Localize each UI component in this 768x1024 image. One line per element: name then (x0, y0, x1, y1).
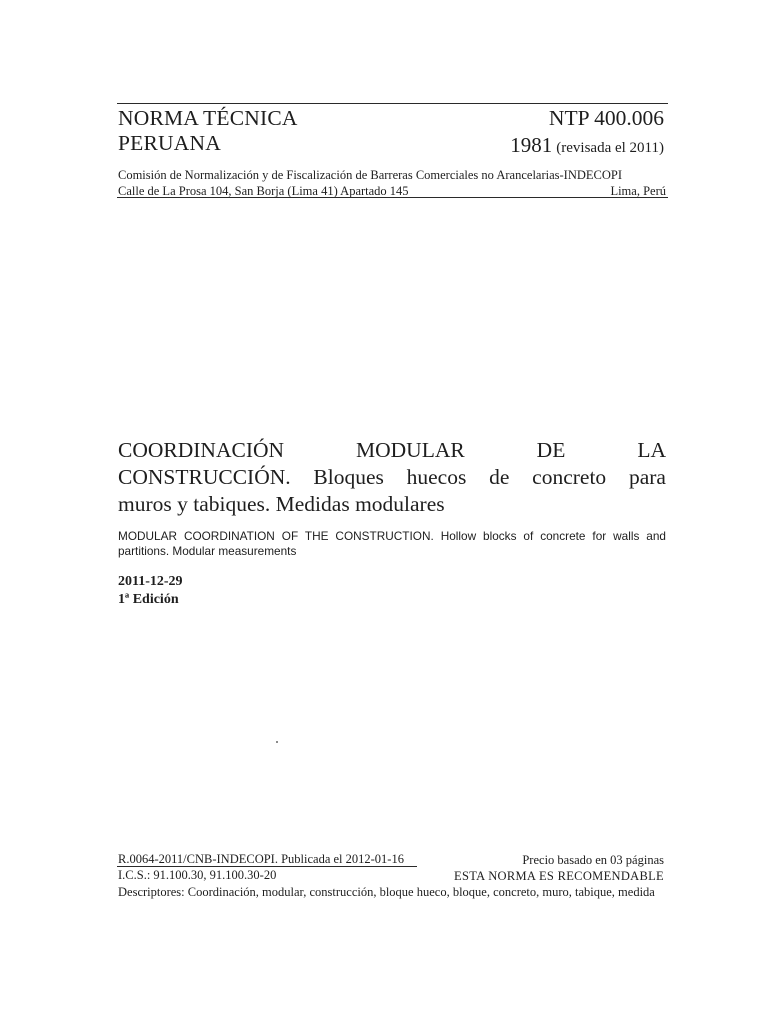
title-word: LA (637, 438, 666, 462)
descriptors: Descriptores: Coordinación, modular, construcción, bloque hueco, bloque, concreto, muro, tabique, medida (118, 885, 655, 899)
standard-year: 1981 (510, 133, 553, 157)
title-word: DE (536, 438, 566, 462)
title-word: de (489, 465, 510, 489)
revision-note: (revisada el 2011) (556, 140, 664, 156)
title-word: Bloques (313, 465, 384, 489)
edition-label: 1ª Edición (118, 592, 179, 607)
title-word: para (628, 465, 666, 489)
ics-codes: I.C.S.: 91.100.30, 91.100.30-20 (118, 868, 277, 882)
norma-title-line1: NORMA TÉCNICA (118, 106, 298, 130)
title-word: huecos (406, 465, 467, 489)
title-word: CONSTRUCCIÓN. (118, 465, 291, 489)
organization-address: Calle de La Prosa 104, San Borja (Lima 41) Apartado 145 (118, 184, 409, 198)
standard-code: NTP 400.006 (548, 106, 664, 130)
footer-rule (117, 866, 417, 867)
title-word: concreto (532, 465, 607, 489)
title-english: MODULAR COORDINATION OF THE CONSTRUCTION. Hollow blocks of concrete for walls and partitions. Modular measurements (118, 529, 666, 558)
organization-city: Lima, Perú (610, 184, 666, 198)
header-rule (117, 197, 668, 198)
title-spanish-line1 (118, 437, 666, 464)
resolution-reference: R.0064-2011/CNB-INDECOPI. Publicada el 2012-01-16 (118, 852, 404, 866)
organization-name: Comisión de Normalización y de Fiscalización de Barreras Comerciales no Arancelarias-INDECOPI (118, 168, 623, 182)
norma-title-line2: PERUANA (118, 131, 221, 155)
edition-date: 2011-12-29 (118, 574, 183, 589)
title-word: COORDINACIÓN (118, 438, 285, 462)
title-spanish-line3: muros y tabiques. Medidas modulares (118, 492, 445, 516)
recommendation-note: ESTA NORMA ES RECOMENDABLE (454, 869, 664, 883)
top-rule (117, 103, 668, 104)
scan-speck (276, 741, 278, 743)
standard-year-line (510, 133, 664, 158)
title-spanish-line2 (118, 464, 666, 491)
title-spanish (118, 437, 666, 518)
title-word: MODULAR (356, 438, 465, 462)
price-note: Precio basado en 03 páginas (522, 853, 664, 867)
